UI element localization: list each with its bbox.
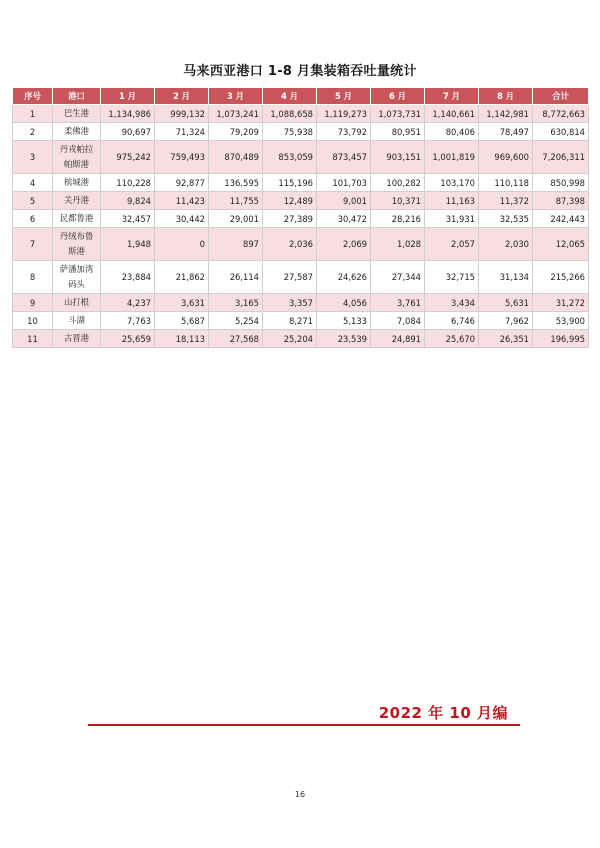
table-row xyxy=(13,312,589,330)
cell-jan: 32,457 xyxy=(101,210,155,228)
cell-apr: 2,036 xyxy=(263,228,317,261)
cell-may: 73,792 xyxy=(317,123,371,141)
header-jan: 1 月 xyxy=(101,88,155,105)
cell-may: 2,069 xyxy=(317,228,371,261)
cell-total: 242,443 xyxy=(533,210,589,228)
table-row xyxy=(13,192,589,210)
cell-apr: 75,938 xyxy=(263,123,317,141)
cell-mar: 136,595 xyxy=(209,174,263,192)
cell-aug: 1,142,981 xyxy=(479,105,533,123)
cell-feb: 21,862 xyxy=(155,261,209,294)
cell-feb: 759,493 xyxy=(155,141,209,174)
cell-jul: 31,931 xyxy=(425,210,479,228)
row-index: 10 xyxy=(13,312,53,330)
cell-mar: 79,209 xyxy=(209,123,263,141)
cell-apr: 853,059 xyxy=(263,141,317,174)
cell-feb: 3,631 xyxy=(155,294,209,312)
cell-jan: 23,884 xyxy=(101,261,155,294)
cell-jan: 1,948 xyxy=(101,228,155,261)
cell-jun: 7,084 xyxy=(371,312,425,330)
row-index: 2 xyxy=(13,123,53,141)
row-port-name: 山打根 xyxy=(53,294,101,312)
cell-may: 4,056 xyxy=(317,294,371,312)
table-header-row xyxy=(13,88,589,105)
header-index: 序号 xyxy=(13,88,53,105)
cell-feb: 18,113 xyxy=(155,330,209,348)
row-index: 3 xyxy=(13,141,53,174)
header-port: 港口 xyxy=(53,88,101,105)
row-index: 11 xyxy=(13,330,53,348)
cell-jun: 28,216 xyxy=(371,210,425,228)
cell-jan: 1,134,986 xyxy=(101,105,155,123)
edition-label: 2022 年 10 月编 xyxy=(378,704,508,722)
row-port-name: 柔佛港 xyxy=(53,123,101,141)
table-row xyxy=(13,123,589,141)
cell-apr: 1,088,658 xyxy=(263,105,317,123)
row-port-name: 斗湖 xyxy=(53,312,101,330)
cell-jul: 32,715 xyxy=(425,261,479,294)
cell-jun: 1,028 xyxy=(371,228,425,261)
row-port-name: 萨潘加湾码头 xyxy=(53,261,101,294)
cell-total: 850,998 xyxy=(533,174,589,192)
row-port-name: 槟城港 xyxy=(53,174,101,192)
row-index: 8 xyxy=(13,261,53,294)
cell-feb: 0 xyxy=(155,228,209,261)
header-may: 5 月 xyxy=(317,88,371,105)
row-index: 4 xyxy=(13,174,53,192)
cell-may: 30,472 xyxy=(317,210,371,228)
cell-jan: 975,242 xyxy=(101,141,155,174)
cell-jun: 80,951 xyxy=(371,123,425,141)
cell-mar: 11,755 xyxy=(209,192,263,210)
row-port-name: 民都鲁港 xyxy=(53,210,101,228)
cell-aug: 5,631 xyxy=(479,294,533,312)
cell-may: 101,703 xyxy=(317,174,371,192)
cell-apr: 3,357 xyxy=(263,294,317,312)
table-row xyxy=(13,261,589,294)
cell-jun: 24,891 xyxy=(371,330,425,348)
cell-feb: 11,423 xyxy=(155,192,209,210)
cell-aug: 32,535 xyxy=(479,210,533,228)
row-index: 6 xyxy=(13,210,53,228)
cell-jun: 1,073,731 xyxy=(371,105,425,123)
table-row xyxy=(13,210,589,228)
header-aug: 8 月 xyxy=(479,88,533,105)
cell-mar: 27,568 xyxy=(209,330,263,348)
cell-jul: 80,406 xyxy=(425,123,479,141)
cell-jan: 90,697 xyxy=(101,123,155,141)
cell-apr: 115,196 xyxy=(263,174,317,192)
cell-aug: 11,372 xyxy=(479,192,533,210)
header-jun: 6 月 xyxy=(371,88,425,105)
cell-aug: 26,351 xyxy=(479,330,533,348)
cell-feb: 92,877 xyxy=(155,174,209,192)
cell-feb: 5,687 xyxy=(155,312,209,330)
cell-may: 24,626 xyxy=(317,261,371,294)
cell-jan: 110,228 xyxy=(101,174,155,192)
cell-aug: 7,962 xyxy=(479,312,533,330)
cell-apr: 25,204 xyxy=(263,330,317,348)
table-row xyxy=(13,228,589,261)
cell-apr: 8,271 xyxy=(263,312,317,330)
cell-may: 5,133 xyxy=(317,312,371,330)
header-apr: 4 月 xyxy=(263,88,317,105)
row-index: 5 xyxy=(13,192,53,210)
cell-mar: 1,073,241 xyxy=(209,105,263,123)
cell-aug: 31,134 xyxy=(479,261,533,294)
cell-may: 9,001 xyxy=(317,192,371,210)
cell-aug: 969,600 xyxy=(479,141,533,174)
cell-total: 12,065 xyxy=(533,228,589,261)
cell-jul: 103,170 xyxy=(425,174,479,192)
table-row xyxy=(13,294,589,312)
row-index: 1 xyxy=(13,105,53,123)
cell-total: 630,814 xyxy=(533,123,589,141)
table-row xyxy=(13,330,589,348)
cell-mar: 897 xyxy=(209,228,263,261)
cell-total: 87,398 xyxy=(533,192,589,210)
cell-mar: 5,254 xyxy=(209,312,263,330)
row-port-name: 丹戎帕拉帕斯港 xyxy=(53,141,101,174)
footer-divider xyxy=(88,724,520,726)
cell-total: 196,995 xyxy=(533,330,589,348)
cell-aug: 110,118 xyxy=(479,174,533,192)
cell-jul: 25,670 xyxy=(425,330,479,348)
cell-jul: 3,434 xyxy=(425,294,479,312)
cell-jun: 3,761 xyxy=(371,294,425,312)
cell-jun: 27,344 xyxy=(371,261,425,294)
cell-jan: 7,763 xyxy=(101,312,155,330)
table-row xyxy=(13,141,589,174)
cell-feb: 71,324 xyxy=(155,123,209,141)
cell-jul: 11,163 xyxy=(425,192,479,210)
cell-may: 23,539 xyxy=(317,330,371,348)
cell-jan: 9,824 xyxy=(101,192,155,210)
row-port-name: 巴生港 xyxy=(53,105,101,123)
cell-jun: 100,282 xyxy=(371,174,425,192)
cell-may: 873,457 xyxy=(317,141,371,174)
cell-jan: 4,237 xyxy=(101,294,155,312)
cell-total: 53,900 xyxy=(533,312,589,330)
header-mar: 3 月 xyxy=(209,88,263,105)
table-row xyxy=(13,174,589,192)
container-throughput-table xyxy=(12,87,589,348)
cell-total: 8,772,663 xyxy=(533,105,589,123)
cell-mar: 26,114 xyxy=(209,261,263,294)
cell-mar: 870,489 xyxy=(209,141,263,174)
cell-jul: 6,746 xyxy=(425,312,479,330)
cell-may: 1,119,273 xyxy=(317,105,371,123)
cell-total: 31,272 xyxy=(533,294,589,312)
cell-apr: 27,587 xyxy=(263,261,317,294)
cell-jul: 1,001,819 xyxy=(425,141,479,174)
row-port-name: 关丹港 xyxy=(53,192,101,210)
cell-apr: 12,489 xyxy=(263,192,317,210)
cell-apr: 27,389 xyxy=(263,210,317,228)
cell-feb: 30,442 xyxy=(155,210,209,228)
cell-aug: 2,030 xyxy=(479,228,533,261)
table-row xyxy=(13,105,589,123)
page-number: 16 xyxy=(294,790,306,799)
cell-mar: 29,001 xyxy=(209,210,263,228)
row-port-name: 丹绒布鲁斯港 xyxy=(53,228,101,261)
cell-aug: 78,497 xyxy=(479,123,533,141)
cell-jan: 25,659 xyxy=(101,330,155,348)
row-port-name: 古晋港 xyxy=(53,330,101,348)
row-index: 7 xyxy=(13,228,53,261)
header-feb: 2 月 xyxy=(155,88,209,105)
cell-feb: 999,132 xyxy=(155,105,209,123)
cell-jul: 2,057 xyxy=(425,228,479,261)
cell-mar: 3,165 xyxy=(209,294,263,312)
row-index: 9 xyxy=(13,294,53,312)
table-body xyxy=(13,105,589,348)
cell-jul: 1,140,661 xyxy=(425,105,479,123)
header-total: 合计 xyxy=(533,88,589,105)
cell-total: 7,206,311 xyxy=(533,141,589,174)
cell-jun: 10,371 xyxy=(371,192,425,210)
cell-jun: 903,151 xyxy=(371,141,425,174)
page-title: 马来西亚港口 1-8 月集装箱吞吐量统计 xyxy=(183,64,417,79)
header-jul: 7 月 xyxy=(425,88,479,105)
cell-total: 215,266 xyxy=(533,261,589,294)
